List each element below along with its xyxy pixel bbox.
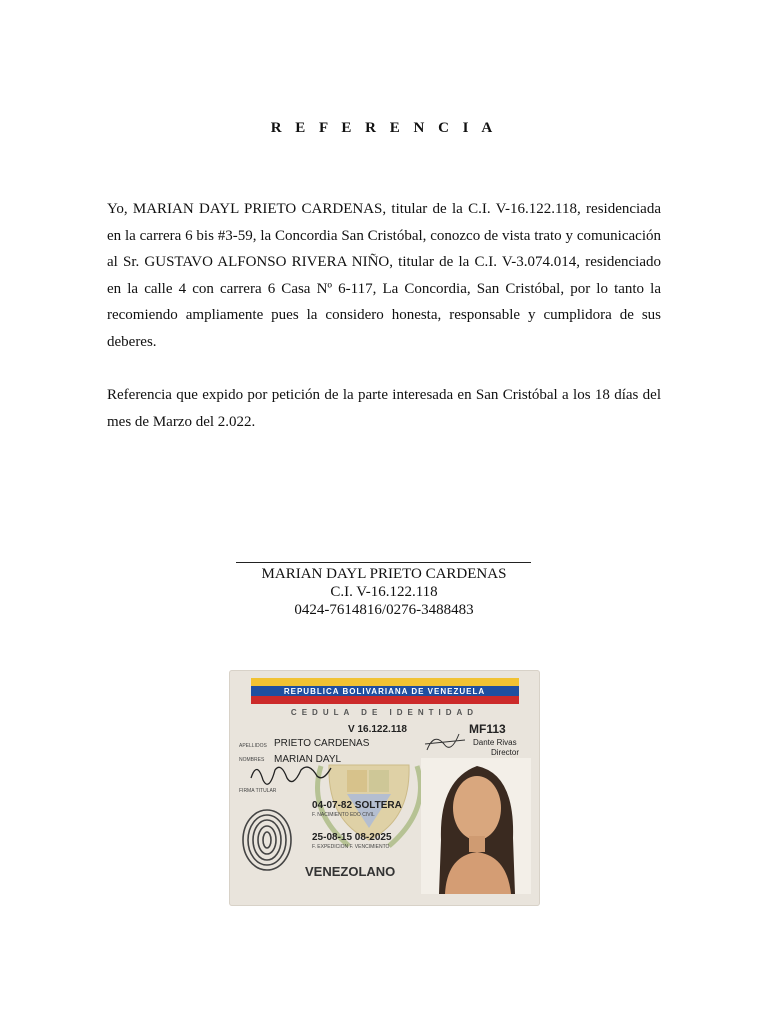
card-director-title: Director: [491, 748, 520, 757]
flag-stripe-red: [251, 696, 519, 704]
signature-line: [236, 562, 531, 563]
holder-photo: [421, 758, 531, 894]
closing-paragraph: Referencia que expido por petición de la parte interesada en San Cristóbal a los 18 días del mes de Marzo del 2.022.: [107, 387, 661, 430]
signature-block: [0, 565, 768, 619]
director-signature-icon: [425, 734, 465, 750]
card-issue-expiry: 25-08-15 08-2025: [312, 832, 392, 843]
signer-name: MARIAN DAYL PRIETO CARDENAS: [261, 566, 507, 582]
card-republic: REPUBLICA BOLIVARIANA DE VENEZUELA: [283, 687, 486, 696]
document-title: R E F E R E N C I A: [270, 120, 498, 136]
reference-paragraph: Yo, MARIAN DAYL PRIETO CARDENAS, titular de la C.I. V-16.122.118, residenciada en la carrera 6 bis #3-59, la Concordia San Cristóbal, conozco de vista trato y comunicación al Sr. GUSTAVO ALFONSO RIVERA NIÑO, titular de la C.I. V-3.074.014, residenciado en la calle 4 con carrera 6 Casa Nº 6-117, La Concordia, San Cristóbal, por lo tanto la recomiendo ampliamente pues la considero honesta, responsable y cumplidora de sus deberes.: [107, 201, 661, 350]
card-surnames-label: APELLIDOS: [239, 743, 267, 749]
card-code: MF113: [469, 722, 506, 736]
card-nationality: VENEZOLANO: [305, 864, 396, 879]
card-names: MARIAN DAYL: [274, 754, 342, 765]
signer-phones: 0424-7614816/0276-3488483: [294, 602, 474, 618]
card-issue-expiry-label: F. EXPEDICION F. VENCIMIENTO: [312, 844, 390, 850]
card-director-name: Dante Rivas: [473, 738, 517, 747]
card-id-number: V 16.122.118: [348, 724, 407, 735]
card-surnames: PRIETO CARDENAS: [274, 738, 370, 749]
card-type: CEDULA DE IDENTIDAD: [290, 708, 479, 717]
card-names-label: NOMBRES: [239, 757, 265, 763]
card-birth-status: 04-07-82 SOLTERA: [312, 800, 402, 811]
card-birth-status-label: F. NACIMIENTO EDO CIVIL: [312, 812, 375, 818]
fingerprint-icon: [243, 810, 291, 870]
flag-stripe-yellow: [251, 678, 519, 686]
signer-id: C.I. V-16.122.118: [330, 584, 438, 600]
card-signature-label: FIRMA TITULAR: [239, 788, 277, 794]
id-card-image: [229, 670, 540, 906]
